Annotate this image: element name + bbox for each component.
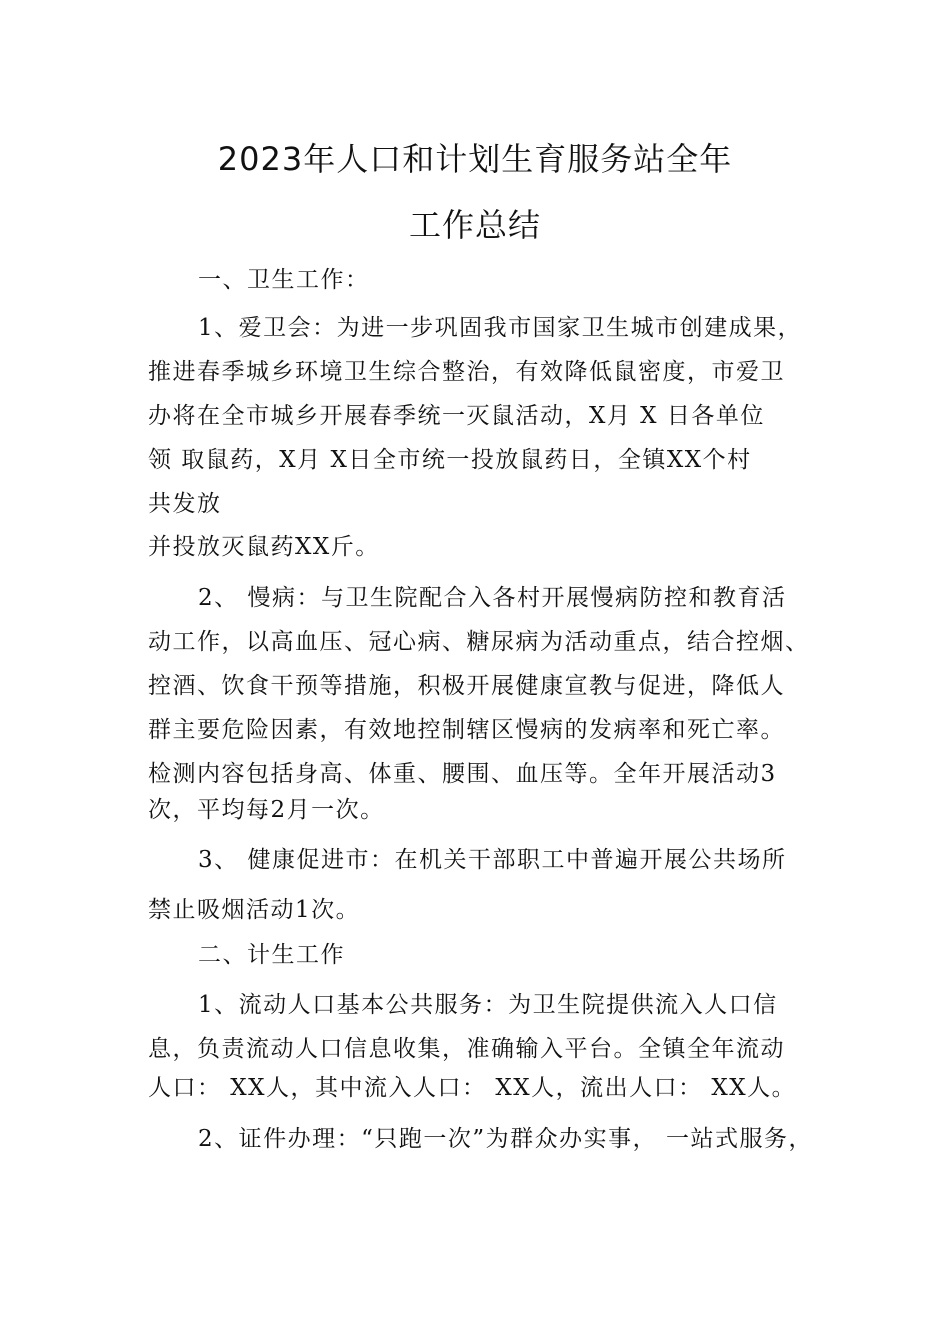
- paragraph-line: 领 取鼠药，X月 X日全市统一投放鼠药日，全镇XX个村: [148, 447, 752, 473]
- paragraph-line: 1、流动人口基本公共服务：为卫生院提供流入人口信: [198, 992, 778, 1018]
- section-heading-health: 一、卫生工作：: [198, 267, 370, 293]
- paragraph-line: 息，负责流动人口信息收集，准确输入平台。全镇全年流动: [148, 1036, 785, 1062]
- paragraph-line: 次，平均每2月一次。: [148, 797, 385, 823]
- paragraph-line: 禁止吸烟活动1次。: [148, 897, 361, 923]
- document-title-line-1: 2023年人口和计划生育服务站全年: [217, 140, 733, 178]
- paragraph-line: 推进春季城乡环境卫生综合整治，有效降低鼠密度，市爱卫: [148, 359, 785, 385]
- paragraph-line: 1、爱卫会：为进一步巩固我市国家卫生城市创建成果，: [198, 315, 803, 341]
- section-heading-family-planning: 二、计生工作: [198, 942, 345, 968]
- paragraph-line: 2、 慢病：与卫生院配合入各村开展慢病防控和教育活: [198, 585, 787, 611]
- paragraph-line: 控酒、饮食干预等措施，积极开展健康宣教与促进，降低人: [148, 673, 785, 699]
- paragraph-line: 并投放灭鼠药XX斤。: [148, 534, 380, 560]
- paragraph-line: 检测内容包括身高、体重、腰围、血压等。全年开展活动3: [148, 761, 777, 787]
- document-title-line-2: 工作总结: [408, 206, 541, 244]
- paragraph-line: 共发放: [148, 491, 222, 517]
- paragraph-line: 3、 健康促进市：在机关干部职工中普遍开展公共场所: [198, 847, 787, 873]
- paragraph-line: 动工作，以高血压、冠心病、糖尿病为活动重点，结合控烟、: [148, 629, 810, 655]
- paragraph-line: 群主要危险因素，有效地控制辖区慢病的发病率和死亡率。: [148, 717, 785, 743]
- paragraph-line: 办将在全市城乡开展春季统一灭鼠活动，X月 X 日各单位: [148, 403, 765, 429]
- paragraph-line: 2、证件办理：“只跑一次”为群众办实事， 一站式服务，: [198, 1126, 813, 1152]
- paragraph-line: 人口： XX人，其中流入人口： XX人，流出人口： XX人。: [148, 1075, 797, 1101]
